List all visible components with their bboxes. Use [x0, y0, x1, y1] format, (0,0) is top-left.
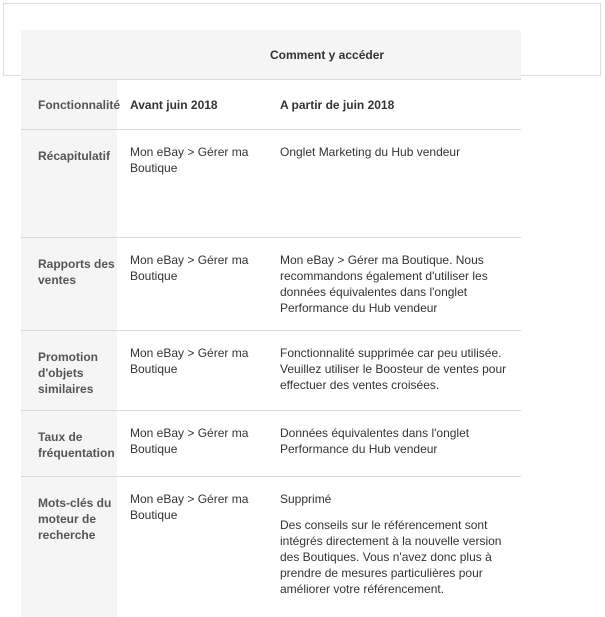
table-row [21, 331, 521, 411]
after-text: Fonctionnalité supprimée car peu utilisée. Veuillez utiliser le Boosteur de ventes pour effectuer des ventes croisées. [280, 346, 507, 392]
feature-table-container [21, 30, 521, 617]
before-cell: Mon eBay > Gérer ma Boutique [117, 331, 263, 411]
column-header-feature: Fonctionnalité [21, 80, 117, 130]
after-text: Supprimé [280, 492, 332, 506]
column-header-before: Avant juin 2018 [117, 80, 263, 130]
table-header-row [21, 30, 521, 80]
after-text-extra: Des conseils sur le référencement sont intégrés directement à la nouvelle version des Boutiques. Vous n'avez donc plus à prendre de mesures particulières pour améliorer votre référencement. [280, 518, 502, 596]
table-row [21, 477, 521, 617]
feature-cell: Promotion d'objets similaires [21, 331, 117, 411]
column-header-row [21, 80, 521, 130]
after-cell [263, 130, 521, 238]
before-cell: Mon eBay > Gérer ma Boutique [117, 238, 263, 331]
before-cell: Mon eBay > Gérer ma Boutique [130, 492, 249, 522]
table-row [21, 411, 521, 477]
feature-cell: Mots-clés du moteur de recherche [21, 477, 117, 617]
table-row [21, 238, 521, 331]
before-cell: Mon eBay > Gérer ma Boutique [117, 130, 263, 238]
after-cell [263, 238, 521, 331]
after-text: Mon eBay > Gérer ma Boutique. Nous recommandons également d'utiliser les données équivalentes dans l'onglet Performance du Hub vendeur [280, 253, 488, 315]
feature-cell: Rapports des ventes [21, 238, 117, 331]
after-cell [263, 411, 521, 477]
after-cell [263, 477, 521, 617]
after-text: Données équivalentes dans l'onglet Performance du Hub vendeur [280, 426, 470, 456]
feature-comparison-table [21, 30, 521, 617]
feature-cell: Récapitulatif [21, 130, 117, 238]
after-text: Onglet Marketing du Hub vendeur [280, 145, 461, 159]
column-header-after: A partir de juin 2018 [263, 80, 521, 130]
feature-cell: Taux de fréquentation [21, 411, 117, 477]
table-row [21, 130, 521, 238]
before-cell: Mon eBay > Gérer ma Boutique [117, 411, 263, 477]
after-cell [263, 331, 521, 411]
access-header: Comment y accéder [21, 30, 521, 80]
